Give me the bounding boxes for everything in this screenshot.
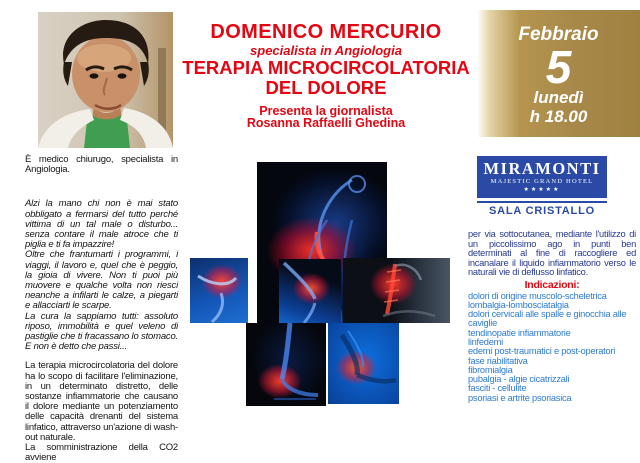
testimonial-paragraph: Oltre che frantumarti i programmi, i viaggi, il lavoro e, quel che è peggio, la gioia di vivere. Non ti puoi più muovere e qualche volta non riesci neanche a infilarti le calze, a piegarti e allacciarti le scarpe. bbox=[25, 249, 178, 312]
event-day: 5 bbox=[545, 41, 572, 93]
event-month: Febbraio bbox=[518, 24, 599, 45]
indication-item: linfedemi bbox=[468, 336, 503, 347]
thermal-image-elbow bbox=[328, 323, 399, 404]
hotel-name: MIRAMONTI bbox=[483, 159, 601, 178]
thermal-image-ankle-foot bbox=[246, 323, 326, 406]
hotel-stars-icon: ★★★★★ bbox=[523, 187, 561, 193]
indication-item: dolori di origine muscolo-scheletrica bbox=[468, 290, 607, 301]
flyer-header bbox=[180, 22, 472, 129]
event-date-panel bbox=[477, 10, 640, 137]
therapy-paragraph: La terapia microcircolatoria del dolore ha lo scopo di facilitare l'eliminazione, in un determinato distretto, delle sostanze infiammatorie che causano il dolore mediante un potenziamento delle capacità drenanti del sistema linfatico, attraverso un'azione di wash-out naturale. bbox=[25, 360, 178, 443]
event-title-line1: TERAPIA MICROCIRCOLATORIA bbox=[182, 57, 470, 78]
testimonial-paragraph: La cura la sappiamo tutti: assoluto riposo, immobilità e quel veleno di pastiglie che ti fracassano lo stomaco. E non è detto che passi... bbox=[25, 310, 178, 353]
doctor-portrait-photo bbox=[38, 12, 173, 148]
indications-title: Indicazioni: bbox=[524, 278, 580, 291]
indication-item: fase riabilitativa bbox=[468, 355, 528, 366]
event-time: h 18.00 bbox=[529, 107, 588, 126]
doctor-portrait-illustration bbox=[38, 12, 173, 148]
presenter-intro: Presenta la giornalista bbox=[259, 104, 393, 118]
hotel-logo-rule bbox=[477, 201, 607, 203]
therapy-continuation-text: per via sottocutanea, mediante l'utilizzo di un piccolissimo ago in punti ben determinati al fine di raccogliere ed incanalare il liquido infiammatorio verso le naturali vie di deflusso linfatico. bbox=[468, 229, 636, 277]
therapy-description bbox=[25, 361, 178, 463]
doctor-intro-text: È medico chiurugo, specialista in Angiologia. bbox=[25, 154, 178, 176]
hotel-logo bbox=[477, 156, 607, 198]
thermal-image-hip-joint bbox=[190, 258, 248, 323]
right-text-column bbox=[468, 230, 636, 403]
testimonial-paragraph: Alzi la mano chi non è mai stato obbligato a fermarsi del tutto perché vittima di un tal male o disturbo... senza contare il male atroce che ti piglia e ti fa impazzire! bbox=[25, 198, 178, 251]
therapy-paragraph: La somministrazione della CO2 avviene bbox=[25, 442, 178, 463]
indication-item: tendinopatie infiammatorie bbox=[468, 327, 571, 338]
indication-item: fasciti - cellulite bbox=[468, 383, 527, 394]
left-text-column bbox=[25, 155, 178, 463]
indication-item: lombalgia-lombosciatalgia bbox=[468, 299, 569, 310]
event-weekday: lunedì bbox=[533, 88, 584, 107]
indication-item: edemi post-traumatici e post-operatori bbox=[468, 346, 616, 357]
indication-item: psoriasi e artrite psoriasica bbox=[468, 392, 572, 403]
event-title-line2: DEL DOLORE bbox=[265, 77, 387, 98]
thermal-image-cervical-spine bbox=[343, 258, 450, 323]
venue-room-name: SALA CRISTALLO bbox=[489, 205, 595, 217]
indications-list bbox=[468, 292, 636, 404]
presenter-name: Rosanna Raffaelli Ghedina bbox=[246, 116, 406, 130]
speaker-name: DOMENICO MERCURIO bbox=[210, 21, 442, 43]
indication-item: dolori cervicali alle spalle e ginocchia alle caviglie bbox=[468, 309, 627, 329]
speaker-specialty: specialista in Angiologia bbox=[250, 43, 402, 58]
hotel-subtitle: MAJESTIC GRAND HOTEL bbox=[490, 178, 594, 185]
thermal-image-knee bbox=[279, 259, 341, 323]
indication-item: fibromialgia bbox=[468, 364, 513, 375]
indication-item: pubalgia - algie cicatrizzali bbox=[468, 374, 570, 385]
